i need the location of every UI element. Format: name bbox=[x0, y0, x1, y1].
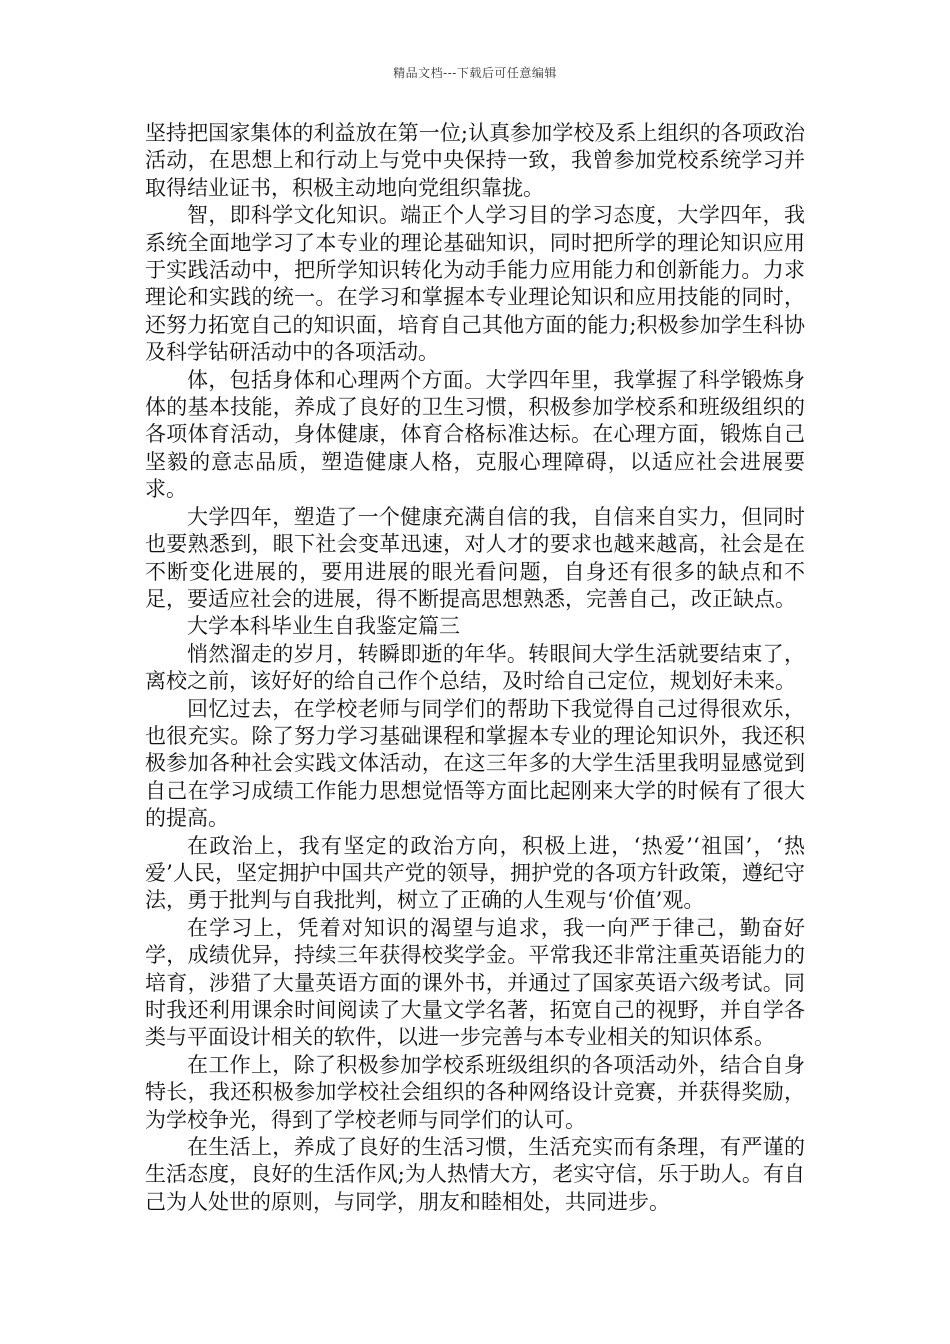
paragraph: 在学习上，凭着对知识的渴望与追求，我一向严于律己，勤奋好学，成绩优异，持续三年获得校奖学金。平常我还非常注重英语能力的培育，涉猎了大量英语方面的课外书，并通过了国家英语六级考试。同时我还利用课余时间阅读了大量文学名著，拓宽自己的视野，并自学各类与平面设计相关的软件，以进一步完善与本专业相关的知识体系。 bbox=[145, 915, 805, 1050]
paragraph: 回忆过去，在学校老师与同学们的帮助下我觉得自己过得很欢乐，也很充实。除了努力学习基础课程和掌握本专业的理论知识外，我还积极参加各种社会实践文体活动，在这三年多的大学生活里我明显感觉到自己在学习成绩工作能力思想觉悟等方面比起刚来大学的时候有了很大的提高。 bbox=[145, 696, 805, 831]
document-body bbox=[145, 120, 805, 1216]
paragraph: 在生活上，养成了良好的生活习惯，生活充实而有条理，有严谨的生活态度，良好的生活作风;为人热情大方，老实守信，乐于助人。有自己为人处世的原则，与同学，朋友和睦相处，共同进步。 bbox=[145, 1135, 805, 1214]
section-title: 大学本科毕业生自我鉴定篇三 bbox=[187, 614, 460, 639]
paragraph: 坚持把国家集体的利益放在第一位;认真参加学校及系上组织的各项政治活动，在思想上和行动上与党中央保持一致，我曾参加党校系统学习并取得结业证书，积极主动地向党组织靠拢。 bbox=[145, 121, 805, 200]
paragraph: 大学四年，塑造了一个健康充满自信的我，自信来自实力，但同时也要熟悉到，眼下社会变革迅速，对人才的要求也越来越高，社会是在不断变化进展的，要用进展的眼光看问题，自身还有很多的缺点和不足，要适应社会的进展，得不断提高思想熟悉，完善自己，改正缺点。 bbox=[145, 504, 805, 611]
paragraph: 在工作上，除了积极参加学校系班级组织的各项活动外，结合自身特长，我还积极参加学校社会组织的各种网络设计竞赛，并获得奖励，为学校争光，得到了学校老师与同学们的认可。 bbox=[145, 1052, 805, 1132]
paragraph: 智，即科学文化知识。端正个人学习目的学习态度，大学四年，我系统全面地学习了本专业的理论基础知识，同时把所学的理论知识应用于实践活动中，把所学知识转化为动手能力应用能力和创新能力。力求理论和实践的统一。在学习和掌握本专业理论知识和应用技能的同时，还努力拓宽自己的知识面，培育自己其他方面的能力;积极参加学生科协及科学钻研活动中的各项活动。 bbox=[145, 203, 805, 365]
paragraph: 悄然溜走的岁月，转瞬即逝的年华。转眼间大学生活就要结束了，离校之前，该好好的给自己作个总结，及时给自己定位，规划好未来。 bbox=[145, 641, 805, 694]
paragraph: 体，包括身体和心理两个方面。大学四年里，我掌握了科学锻炼身体的基本技能，养成了良好的卫生习惯，积极参加学校系和班级组织的各项体育活动，身体健康，体育合格标准达标。在心理方面，锻炼自己坚毅的意志品质，塑造健康人格，克服心理障碍，以适应社会进展要求。 bbox=[145, 367, 805, 502]
paragraph: 在政治上，我有坚定的政治方向，积极上进，‘热爱’‘祖国’，‘热爱’人民，坚定拥护中国共产党的领导，拥护党的各项方针政策，遵纪守法，勇于批判与自我批判，树立了正确的人生观与‘价值’观。 bbox=[145, 833, 805, 913]
page-header: 精品文档---下载后可任意编辑 bbox=[393, 66, 557, 80]
